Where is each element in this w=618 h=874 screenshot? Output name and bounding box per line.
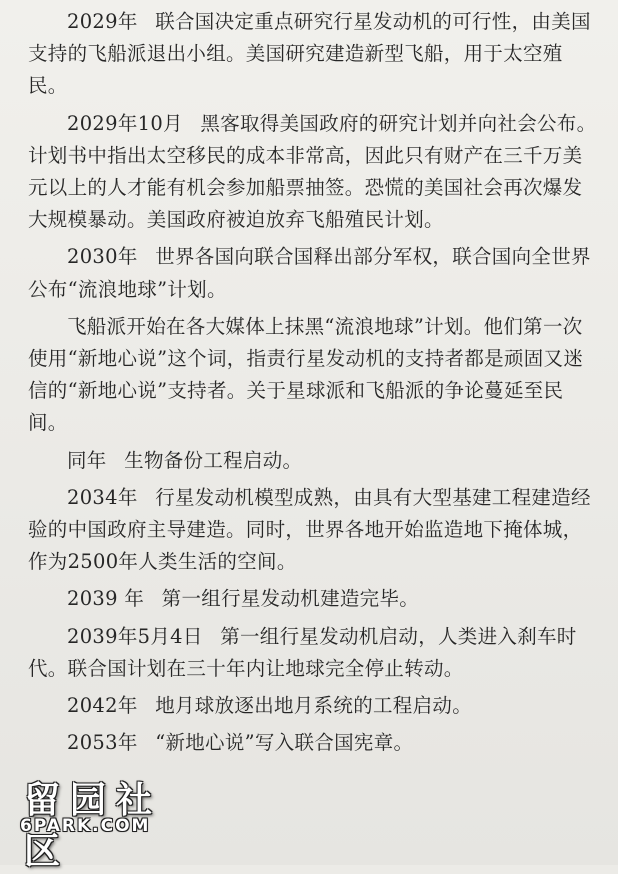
entry-year: 2039年5月4日	[67, 624, 203, 648]
timeline-entry-2029-10	[28, 108, 598, 237]
entry-year: 2034年	[67, 485, 138, 509]
timeline-entry-2030	[28, 241, 598, 305]
entry-text: 行星发动机模型成熟，由具有大型基建工程建造经验的中国政府主导建造。同时，世界各地开始监造地下掩体城，作为2500年人类生活的空间。	[28, 485, 591, 574]
timeline-entry-2039-05-04	[28, 621, 598, 685]
entry-text: 飞船派开始在各大媒体上抹黑“流浪地球”计划。他们第一次使用“新地心说”这个词，指责行星发动机的支持者都是顽固又迷信的“新地心说”支持者。关于星球派和飞船派的争论蔓延至民间。	[28, 314, 584, 435]
entry-year: 2039 年	[67, 587, 145, 611]
entry-year: 2029年	[67, 10, 138, 33]
timeline-entry-2039	[28, 583, 598, 615]
entry-text: 地月球放逐出地月系统的工程启动。	[155, 694, 472, 718]
entry-text: 第一组行星发动机建造完毕。	[161, 587, 420, 611]
entry-text: 生物备份工程启动。	[124, 448, 303, 472]
entry-text: 联合国决定重点研究行星发动机的可行性，由美国支持的飞船派退出小组。美国研究建造新型飞船，用于太空殖民。	[28, 10, 591, 98]
entry-year: 2029年10月	[67, 111, 183, 135]
site-watermark	[14, 772, 204, 872]
entry-year: 2042年	[67, 694, 138, 718]
entry-text: 第一组行星发动机启动，人类进入刹车时代。联合国计划在三十年内让地球完全停止转动。	[28, 624, 577, 680]
timeline-entry-2034	[28, 482, 598, 579]
entry-text: “新地心说”写入联合国宪章。	[155, 731, 414, 755]
watermark-site: 6PARK.COM	[20, 816, 151, 836]
entry-text: 世界各国向联合国释出部分军权，联合国向全世界公布“流浪地球”计划。	[28, 245, 591, 301]
timeline-entry-same-year	[28, 445, 598, 477]
timeline-text	[28, 6, 598, 759]
timeline-entry-2029	[28, 6, 598, 103]
timeline-entry-2042	[28, 690, 598, 722]
entry-year: 2053年	[67, 731, 138, 755]
timeline-entry-ship-faction	[28, 311, 598, 440]
entry-year: 2030年	[67, 245, 138, 269]
watermark-chinese: 留园社区	[24, 779, 163, 872]
timeline-entry-2053	[28, 727, 598, 759]
entry-year: 同年	[67, 448, 107, 472]
entry-text: 黑客取得美国政府的研究计划并向社会公布。计划书中指出太空移民的成本非常高，因此只有财产在三千万美元以上的人才能有机会参加船票抽签。恐慌的美国社会再次爆发大规模暴动。美国政府被迫放弃飞船殖民计划。	[28, 111, 597, 232]
